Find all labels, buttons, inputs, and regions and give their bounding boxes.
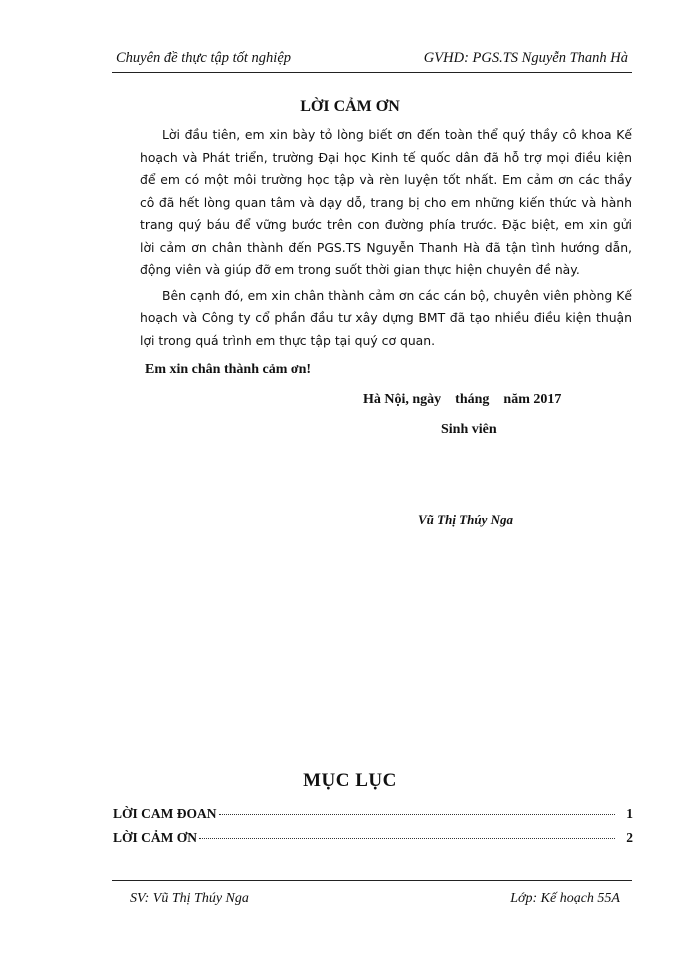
toc-item-page: 2: [626, 830, 633, 845]
toc-item-label: LỜI CAM ĐOAN: [113, 806, 217, 821]
toc-item-label: LỜI CẢM ƠN: [113, 830, 197, 845]
acknowledgement-paragraph-1: Lời đầu tiên, em xin bày tỏ lòng biết ơn đến toàn thể quý thầy cô khoa Kế hoạch và Phát triển, trường Đại học Kinh tế quốc dân đã hỗ trợ mọi điều kiện để em có một môi trường học tập và rèn luyện tốt nhất. Em cảm ơn các thầy cô đã hết lòng quan tâm và dạy dỗ, trang bị cho em những kiến thức và hành trang quý báu để vững bước trên con đường phía trước. Đặc biệt, em xin gửi lời cảm ơn chân thành đến PGS.TS Nguyễn Thanh Hà đã tận tình hướng dẫn, động viên và giúp đỡ em trong suốt thời gian thực hiện chuyên đề này.: [140, 127, 632, 277]
toc-dot-leader: [219, 814, 616, 815]
toc-item-cam-doan[interactable]: [113, 806, 633, 822]
page-footer: [112, 891, 632, 911]
signature-student-name: Vũ Thị Thúy Nga: [418, 512, 513, 527]
acknowledgement-title: LỜI CẢM ƠN: [300, 98, 400, 115]
closing-thanks: Em xin chân thành cảm ơn!: [145, 362, 312, 377]
toc-title: MỤC LỤC: [303, 770, 397, 791]
acknowledgement-body: [140, 124, 632, 352]
footer-divider: [112, 880, 632, 881]
toc-dot-leader: [199, 838, 615, 839]
signature-date-line: Hà Nội, ngày tháng năm 2017: [363, 392, 562, 407]
header-course-title: Chuyên đề thực tập tốt nghiệp: [116, 50, 292, 66]
page-header: [112, 50, 632, 70]
header-supervisor: GVHD: PGS.TS Nguyễn Thanh Hà: [423, 50, 628, 66]
header-divider: [112, 72, 632, 73]
signature-role: Sinh viên: [441, 422, 497, 437]
toc-item-page: 1: [626, 806, 633, 821]
footer-class: Lớp: Kế hoạch 55A: [510, 891, 620, 906]
acknowledgement-paragraph-2: Bên cạnh đó, em xin chân thành cảm ơn các cán bộ, chuyên viên phòng Kế hoạch và Công ty cổ phần đầu tư xây dựng BMT đã tạo nhiều điều kiện thuận lợi trong quá trình em thực tập tại quý cơ quan.: [140, 287, 632, 348]
footer-student: SV: Vũ Thị Thúy Nga: [130, 891, 249, 906]
toc-item-cam-on[interactable]: [113, 830, 633, 846]
